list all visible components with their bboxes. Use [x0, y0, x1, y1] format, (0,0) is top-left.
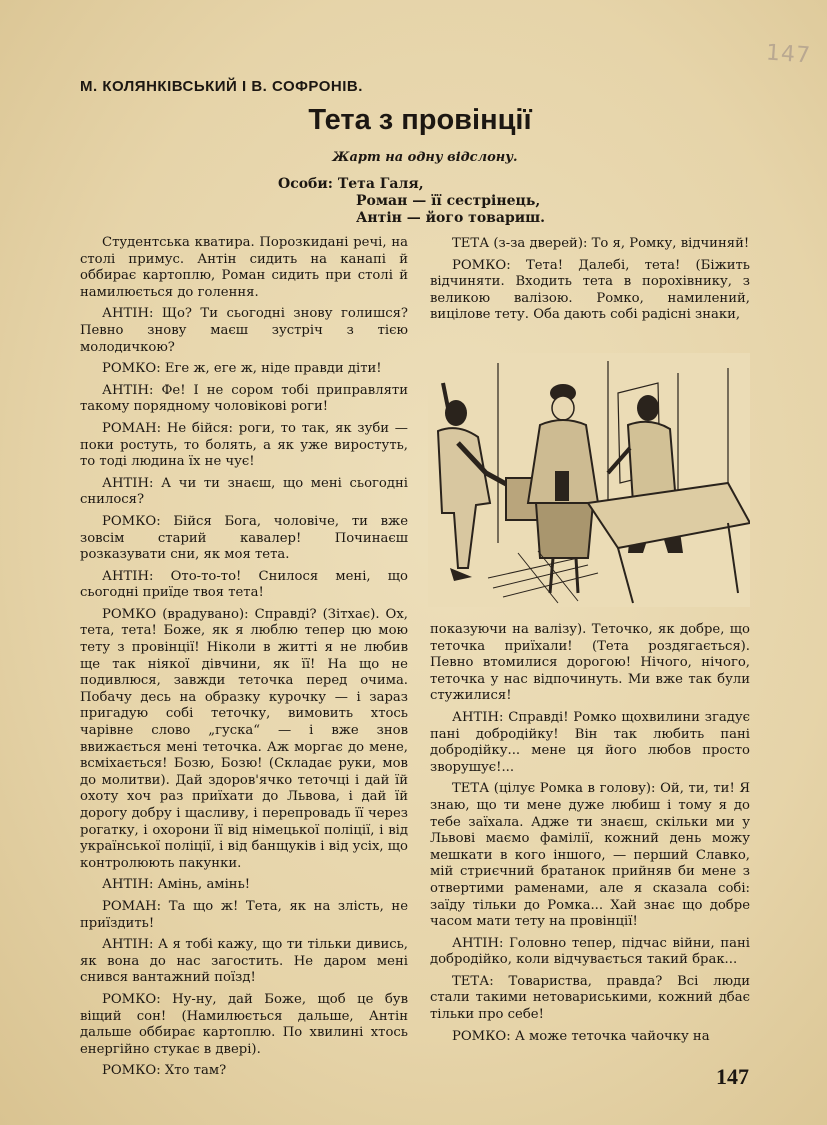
text-column-right-bottom — [430, 622, 750, 1050]
paragraph: ТЕТА (з-за дверей): То я, Ромку, відчиняй! — [452, 236, 750, 251]
paragraph: АНТІН: Амінь, амінь! — [102, 877, 251, 893]
paragraph: АНТІН: А я тобі кажу, що ти тільки дивись, як вона до нас загостить. Не даром мені снився вантажний поїзд! — [80, 937, 408, 986]
paragraph: АНТІН: Фе! І не сором тобі приправляти такому порядному чоловікові роги! — [80, 382, 408, 415]
page-number: 147 — [716, 1064, 749, 1089]
authors: М. КОЛЯНКІВСЬКИЙ І В. СОФРОНІВ. — [80, 78, 363, 95]
paragraph: РОМКО (врадувано): Справді? (Зітхає). Ох, тета, тета! Боже, як я люблю тепер цю мою тету з провінції! Ніколи в житті я не любив ще так ніякої дівчини, як її! На що не подивлюся, завжди теточка перед очима. Побачу десь на образку курочку — і зараз пригадую собі теточку, вимовить хтось чарівне слово „гуска“ — і вже знов ввижається мені теточка. Аж моргає до мене, всміхається! Бозю, Бозю! (Складає руки, мов до молитви). Дай здоров'ячко теточці і дай їй охоту хоч раз приїхати до Львова, і дай їй дорогу добру і щасливу, і перепровадь її через рогатку, і охорони її від німецької поліції, і від української поліції, і від банщуків і від усіх, що контролюють пакунки. — [80, 606, 408, 871]
cast-line: Роман — її сестрінець, — [356, 193, 541, 209]
paragraph: Студентська кватира. Порозкидані речі, на столі примус. Антін сидить на канапі й оббирає картоплю, Роман сидить при столі й намилюється до голення. — [80, 235, 408, 300]
cast-line: Особи: Тета Галя, — [278, 176, 424, 192]
paragraph: АНТІН: Справді! Ромко щохвилини згадує пані добродійку! Він так любить пані добродійку... мене ця його любов просто зворушує!... — [430, 709, 750, 775]
text-column-left — [80, 235, 408, 1085]
play-subtitle: Жарт на одну відслону. — [332, 150, 518, 165]
paragraph: ТЕТА: Товариства, правда? Всі люди стали такими нетовариськими, кожний дбає тільки про себе! — [430, 973, 750, 1023]
paragraph: АНТІН: Що? Ти сьогодні знову голишся? Певно знову маєш зустріч з тією молодичкою? — [80, 306, 408, 355]
cast-line: Антін — його товариш. — [356, 210, 546, 226]
paragraph: РОМКО: Ну-ну, дай Боже, щоб це був віщий сон! (Намилюється дальше, Антін дальше оббирає картоплю. По хвилині хтось енергійно стукає в двері). — [80, 991, 408, 1057]
paragraph: РОМКО: Бійся Бога, чоловіче, ти вже зовсім старий кавалер! Починаєш розказувати сни, як моя тета. — [80, 513, 408, 563]
paragraph: АНТІН: Ото-то-то! Снилося мені, що сьогодні приїде твоя тета! — [80, 568, 408, 601]
paragraph: показуючи на валізу). Теточко, як добре, що теточка приїхали! (Тета роздягається). Певно втомилися дорогою! Нічого, нічого, теточка у нас відпочинуть. Ми вже так були стужилися! — [430, 622, 750, 704]
text-column-right-top — [430, 236, 750, 329]
paragraph: РОМАН: Та що ж! Тета, як на злість, не приїздить! — [80, 898, 408, 931]
paragraph: АНТІН: Головно тепер, підчас війни, пані добродійко, коли відчувається такий брак... — [430, 935, 750, 968]
paragraph: РОМКО: А може теточка чайочку на — [452, 1028, 710, 1044]
paragraph: АНТІН: А чи ти знаєш, що мені сьогодні снилося? — [80, 475, 408, 508]
paragraph: РОМКО: Еге ж, еге ж, ніде правди діти! — [102, 361, 382, 377]
paragraph: РОМАН: Не бійся: роги, то так, як зуби — поки ростуть, то болять, а як уже виростуть, то тоді людина їх не чує! — [80, 420, 408, 470]
paragraph: РОМКО: Тета! Далебі, тета! (Біжить відчиняти. Входить тета в порохівнику, з великою валізою. Ромко, намилений, вицілове тету. Оба дають собі радісні знаки, — [430, 257, 750, 323]
scene-illustration — [428, 353, 750, 607]
paragraph: ТЕТА (цілує Ромка в голову): Ой, ти, ти! Я знаю, що ти мене дуже любиш і тому я до тебе заїхала. Адже ти знаєш, скільки ми у Львові маємо фамілії, кожний день можу мешкати в кого іншого, — перший Славко, мій стриєчний братанок прийняв би мене з отвертими раменами, але я сказала собі: заїду тільки до Ромка... Хай знає що добре часом мати тету на провінції! — [430, 781, 750, 930]
play-title: Тета з провінції — [308, 104, 532, 136]
pencil-page-number: 147 — [765, 40, 812, 69]
paragraph: РОМКО: Хто там? — [102, 1063, 227, 1079]
cast-list — [278, 176, 578, 227]
